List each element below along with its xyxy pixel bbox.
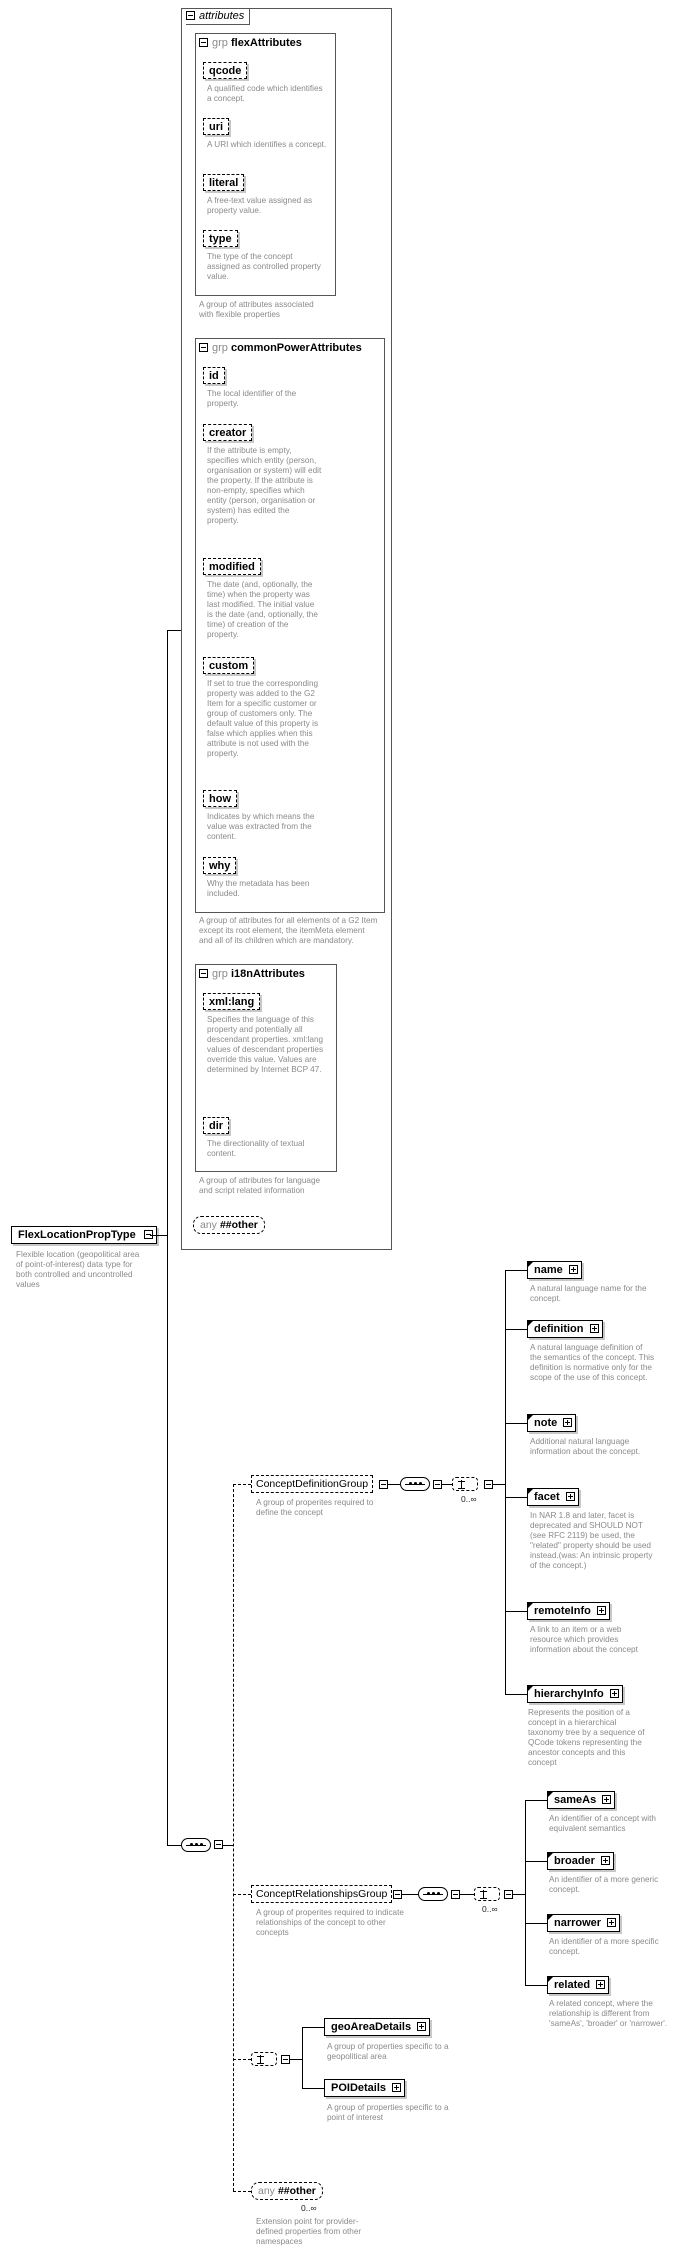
attribute-uri[interactable]: uri	[203, 118, 229, 135]
element-narrower[interactable]	[547, 1914, 620, 1932]
collapse-icon[interactable]	[433, 1480, 442, 1489]
group-keyword: grp	[212, 968, 228, 980]
attribute-xml-lang[interactable]: xml:lang	[203, 993, 260, 1010]
group-description: A group of properites required to indicate relationships of the concept to other concepts	[256, 1908, 404, 1937]
group-description: A group of attributes associated with flexible properties	[199, 300, 314, 319]
element-label: geoAreaDetails	[331, 2021, 412, 2033]
attribute-creator[interactable]: creator	[203, 424, 252, 441]
connector	[525, 1861, 547, 1862]
element-description: A group of properties specific to a point of interest	[327, 2103, 449, 2122]
attribute-qcode[interactable]: qcode	[203, 62, 247, 79]
root-type-label: FlexLocationPropType	[18, 1229, 136, 1241]
connector	[233, 1484, 234, 2191]
element-label: facet	[534, 1491, 560, 1503]
attribute-id[interactable]: id	[203, 367, 225, 384]
collapse-icon[interactable]	[186, 11, 195, 20]
element-hierarchyinfo[interactable]	[527, 1685, 623, 1703]
attribute-description: The local identifier of the property.	[207, 389, 297, 408]
cardinality: 0..∞	[482, 1904, 498, 1914]
attribute-description: A qualified code which identifies a concept.	[207, 84, 323, 103]
expand-icon[interactable]	[392, 2083, 401, 2092]
any-namespace: ##other	[219, 1219, 258, 1231]
attributes-label: attributes	[199, 10, 245, 22]
expand-icon[interactable]	[569, 1265, 578, 1274]
element-label: hierarchyInfo	[534, 1688, 604, 1700]
element-definition[interactable]	[527, 1320, 603, 1338]
collapse-icon[interactable]	[379, 1480, 388, 1489]
connector	[493, 1484, 505, 1485]
concept-relationships-group[interactable]	[251, 1885, 392, 1903]
attribute-how[interactable]: how	[203, 790, 237, 807]
element-description: A related concept, where the relationship is different from 'sameAs', 'broader' or 'narrower'.	[549, 1999, 668, 2028]
connector	[233, 2191, 251, 2192]
choice-compositor	[452, 1477, 478, 1491]
attribute-type[interactable]: type	[203, 230, 238, 247]
cardinality: 0..∞	[301, 2203, 317, 2213]
i18nattributes-header[interactable]	[199, 967, 305, 981]
attribute-custom[interactable]: custom	[203, 657, 254, 674]
element-poidetails[interactable]	[324, 2079, 405, 2097]
element-description: A natural language definition of the semantics of the concept. This definition is normative only for the scope of the use of this concept.	[530, 1343, 655, 1382]
element-note[interactable]	[527, 1414, 576, 1432]
sequence-compositor	[400, 1477, 430, 1491]
connector	[442, 1484, 452, 1485]
element-remoteinfo[interactable]	[527, 1602, 610, 1620]
group-keyword: grp	[212, 342, 228, 354]
attribute-description: If the attribute is empty, specifies which entity (person, organisation or system) will edit the property. If the attribute is non-empty, specifies which entity (person, organisation or system) has edited the property.	[207, 446, 322, 525]
connector	[167, 630, 168, 1846]
expand-icon[interactable]	[602, 1795, 611, 1804]
root-type[interactable]	[11, 1226, 157, 1244]
expand-icon[interactable]	[610, 1689, 619, 1698]
connector	[505, 1270, 527, 1271]
expand-icon[interactable]	[563, 1418, 572, 1427]
element-name[interactable]	[527, 1261, 582, 1279]
collapse-icon[interactable]	[504, 1890, 513, 1899]
connector	[150, 1235, 168, 1236]
connector	[505, 1694, 527, 1695]
element-description: Extension point for provider-defined properties from other namespaces	[256, 2217, 362, 2246]
connector	[302, 2027, 324, 2028]
cardinality: 0..∞	[461, 1494, 477, 1504]
attribute-why[interactable]: why	[203, 857, 236, 874]
attribute-description: A URI which identifies a concept.	[207, 140, 327, 149]
element-label: remoteInfo	[534, 1605, 591, 1617]
attributes-header[interactable]	[186, 8, 250, 25]
connector	[525, 1923, 547, 1924]
attribute-description: Why the metadata has been included.	[207, 879, 310, 898]
group-name: ConceptRelationshipsGroup	[256, 1888, 388, 1900]
element-description: An identifier of a more generic concept.	[549, 1875, 659, 1894]
element-description: In NAR 1.8 and later, facet is deprecated and SHOULD NOT (see RFC 2119) be used, the "related" property should be used instead.(was: An intrinsic property of the concept.)	[530, 1511, 653, 1570]
sequence-compositor	[181, 1838, 211, 1852]
attribute-description: Indicates by which means the value was extracted from the content.	[207, 812, 315, 841]
expand-icon[interactable]	[590, 1324, 599, 1333]
attribute-description: The type of the concept assigned as controlled property value.	[207, 252, 321, 281]
connector	[302, 2088, 324, 2089]
attribute-description: Specifies the language of this property and potentially all descendant properties. xml:lang values of descendant properties override this value. Values are determined by Internet BCP 47.	[207, 1015, 324, 1074]
commonpowerattributes-header[interactable]	[199, 341, 362, 355]
collapse-icon[interactable]	[451, 1890, 460, 1899]
element-geoareadetails[interactable]	[324, 2018, 430, 2036]
any-namespace: ##other	[277, 2185, 316, 2197]
element-label: definition	[534, 1323, 584, 1335]
collapse-icon[interactable]	[199, 343, 208, 352]
element-description: A natural language name for the concept.	[530, 1284, 647, 1303]
attribute-description: The date (and, optionally, the time) when the property was last modified. The initial value is the date (and, optionally, the time) of creation of the property.	[207, 580, 318, 639]
collapse-icon[interactable]	[199, 38, 208, 47]
connector	[233, 1484, 251, 1485]
element-label: sameAs	[554, 1794, 597, 1806]
any-keyword: any	[258, 2185, 275, 2197]
concept-definition-group[interactable]	[251, 1475, 373, 1493]
connector	[505, 1611, 527, 1612]
connector	[525, 1800, 526, 1986]
element-description: Represents the position of a concept in a hierarchical taxonomy tree by a sequence of QCode tokens representing the ancestor concepts and this concept	[528, 1708, 645, 1767]
expand-icon[interactable]	[607, 1918, 616, 1927]
group-title: commonPowerAttributes	[230, 342, 362, 354]
connector	[302, 2027, 303, 2089]
element-related[interactable]	[547, 1976, 609, 1994]
expand-icon[interactable]	[601, 1856, 610, 1865]
collapse-icon[interactable]	[199, 969, 208, 978]
group-description: A group of attributes for all elements of a G2 Item except its root element, the itemMeta element and all of its children which are mandatory.	[199, 916, 378, 945]
element-facet[interactable]	[527, 1488, 579, 1506]
connector	[505, 1329, 527, 1330]
attribute-description: If set to true the corresponding property was added to the G2 Item for a specific customer or group of customers only. The default value of this property is false which applies when this attribute is not used with the property.	[207, 679, 319, 758]
element-description: A link to an item or a web resource which provides information about the concept	[530, 1625, 638, 1654]
element-label: related	[554, 1979, 591, 1991]
element-label: narrower	[554, 1917, 602, 1929]
element-label: broader	[554, 1855, 595, 1867]
connector	[402, 1894, 418, 1895]
expand-icon[interactable]	[566, 1492, 575, 1501]
connector	[167, 1845, 181, 1846]
connector	[290, 2059, 302, 2060]
connector	[505, 1497, 527, 1498]
connector	[388, 1484, 400, 1485]
flexattributes-header[interactable]	[199, 36, 302, 50]
collapse-icon[interactable]	[484, 1480, 493, 1489]
connector	[233, 1894, 251, 1895]
connector	[505, 1270, 506, 1695]
attribute-literal[interactable]: literal	[203, 174, 244, 191]
group-description: A group of attributes for language and script related information	[199, 1176, 321, 1195]
group-name: ConceptDefinitionGroup	[256, 1478, 369, 1490]
attribute-dir[interactable]: dir	[203, 1117, 229, 1134]
choice-compositor	[474, 1887, 500, 1901]
element-label: name	[534, 1264, 563, 1276]
element-description: An identifier of a more specific concept.	[549, 1937, 659, 1956]
attribute-description: A free-text value assigned as property value.	[207, 196, 313, 215]
group-title: flexAttributes	[230, 37, 302, 49]
attribute-modified[interactable]: modified	[203, 558, 261, 575]
element-description: A group of properties specific to a geopolitical area	[327, 2042, 449, 2061]
connector	[525, 1800, 547, 1801]
root-description: Flexible location (geopolitical area of point-of-interest) data type for both controlled and uncontrolled values	[16, 1250, 140, 1289]
expand-icon[interactable]	[417, 2022, 426, 2031]
connector	[460, 1894, 474, 1895]
connector	[167, 630, 181, 631]
element-description: Additional natural language information about the concept.	[530, 1437, 641, 1456]
element-broader[interactable]	[547, 1852, 614, 1870]
collapse-icon[interactable]	[393, 1890, 402, 1899]
expand-icon[interactable]	[596, 1980, 605, 1989]
element-description: An identifier of a concept with equivalent semantics	[549, 1814, 656, 1833]
group-title: i18nAttributes	[230, 968, 305, 980]
connector	[513, 1894, 525, 1895]
any-element[interactable]	[251, 2182, 323, 2200]
group-description: A group of properites required to define the concept	[256, 1498, 374, 1517]
any-attribute[interactable]	[193, 1216, 265, 1234]
connector	[505, 1423, 527, 1424]
any-keyword: any	[200, 1219, 217, 1231]
connector	[233, 2059, 251, 2060]
connector	[525, 1985, 547, 1986]
expand-icon[interactable]	[597, 1606, 606, 1615]
attribute-description: The directionality of textual content.	[207, 1139, 305, 1158]
element-label: note	[534, 1417, 558, 1429]
connector	[223, 1845, 233, 1846]
collapse-icon[interactable]	[281, 2055, 290, 2064]
sequence-compositor	[418, 1887, 448, 1901]
group-keyword: grp	[212, 37, 228, 49]
collapse-icon[interactable]	[214, 1840, 223, 1849]
element-sameas[interactable]	[547, 1791, 615, 1809]
choice-compositor	[251, 2052, 277, 2066]
element-label: POIDetails	[331, 2082, 387, 2094]
